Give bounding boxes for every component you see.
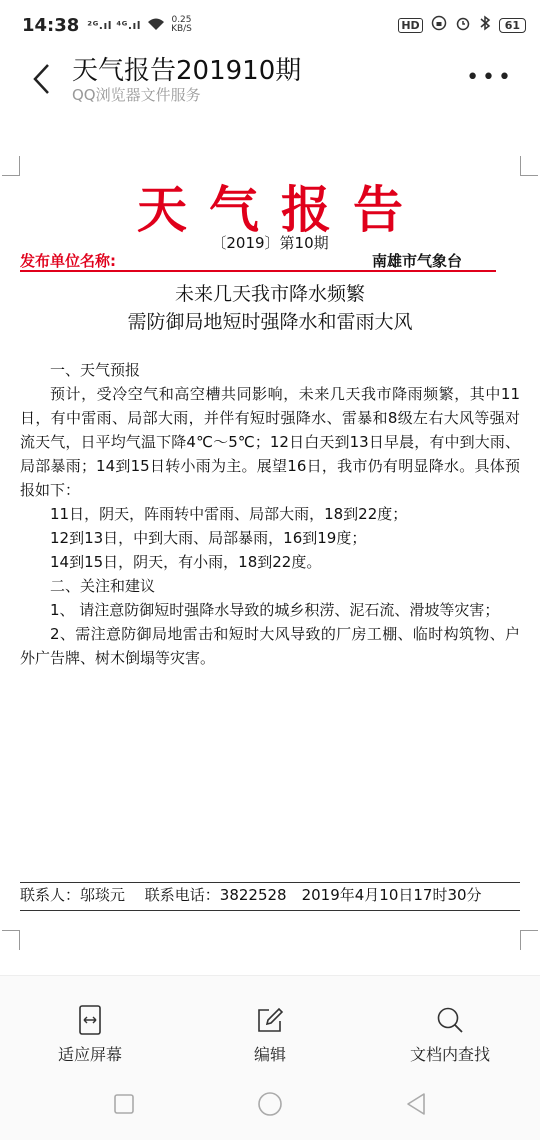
edit-button[interactable] — [210, 1004, 330, 1065]
recents-square-icon[interactable] — [110, 1090, 138, 1118]
publisher-label: 发布单位名称: — [20, 252, 116, 270]
paragraph: 14到15日，阴天，有小雨，18到22度。 — [50, 553, 322, 571]
fit-screen-icon — [30, 1004, 150, 1036]
document-viewer[interactable] — [0, 150, 540, 950]
bluetooth-icon — [479, 15, 491, 35]
search-icon — [390, 1004, 510, 1036]
footer-divider-bottom — [20, 910, 520, 911]
system-nav-bar — [0, 1070, 540, 1140]
paragraph: 12到13日，中到大雨、局部暴雨，16到19度； — [50, 529, 367, 547]
more-menu-icon[interactable]: ••• — [466, 65, 514, 90]
network-speed — [171, 16, 192, 34]
signal-icon: ²ᴳ.ıl ⁴ᴳ.ıl — [87, 18, 142, 32]
alarm-icon — [455, 15, 471, 35]
wifi-icon — [147, 17, 165, 34]
document-body — [20, 358, 520, 670]
status-bar — [0, 0, 540, 50]
app-bar — [0, 50, 540, 110]
home-circle-icon[interactable] — [256, 1090, 284, 1118]
status-time: 14:38 — [22, 14, 80, 36]
back-arrow-icon[interactable] — [30, 62, 54, 96]
publisher-value: 南雄市气象台 — [371, 252, 462, 270]
paragraph: 2、需注意防御局地雷击和短时大风导致的厂房工棚、临时构筑物、户外广告牌、树木倒塌等灾害。 — [20, 625, 520, 667]
page-title: 天气报告201910期 — [72, 56, 302, 86]
edit-label: 编辑 — [253, 1045, 286, 1064]
paragraph: 11日，阴天，阵雨转中雷雨、局部大雨，18到22度； — [50, 505, 408, 523]
paragraph: 预计，受冷空气和高空槽共同影响，未来几天我市降雨频繁，其中11日，有中雷雨、局部大雨，并伴有短时强降水、雷暴和8级左右大风等强对流天气，日平均气温下降4℃～5℃；12日白天到13日早晨，有中到大雨、局部暴雨；14到15日转小雨为主。展望16日，我市仍有明显降水。具体预报如下： — [20, 385, 520, 499]
document-headline — [0, 280, 540, 336]
section-heading: 一、天气预报 — [50, 361, 141, 379]
paragraph: 1、 请注意防御短时强降水导致的城乡积涝、泥石流、滑坡等灾害； — [50, 601, 500, 619]
network-speed-unit: KB/S — [171, 24, 192, 34]
battery-icon: 61 — [499, 18, 526, 33]
fit-screen-button[interactable] — [30, 1004, 150, 1065]
publisher-row — [20, 250, 496, 272]
edit-icon — [210, 1004, 330, 1036]
bottom-toolbar — [0, 975, 540, 1070]
document-issue: 〔2019〕第10期 — [211, 234, 329, 252]
back-triangle-icon[interactable] — [402, 1090, 430, 1118]
fit-screen-label: 适应屏幕 — [57, 1045, 122, 1064]
section-heading: 二、关注和建议 — [50, 577, 156, 595]
page-subtitle: QQ浏览器文件服务 — [72, 86, 201, 104]
lock-rotation-icon — [431, 15, 447, 35]
network-speed-value: 0.25 — [171, 15, 192, 25]
find-in-document-button[interactable] — [390, 1004, 510, 1065]
find-in-document-label: 文档内查找 — [409, 1045, 490, 1064]
headline-line-1: 未来几天我市降水频繁 — [174, 283, 365, 305]
contact-info: 联系人：邬琰元 联系电话：3822528 2019年4月10日17时30分 — [20, 886, 482, 904]
document-heading: 天气报告 — [137, 180, 425, 239]
footer-divider-top — [20, 882, 520, 883]
crop-mark-bottom-right — [520, 930, 538, 950]
headline-line-2: 需防御局地短时强降水和雷雨大风 — [127, 311, 413, 333]
crop-mark-bottom-left — [2, 930, 20, 950]
hd-icon: HD — [398, 18, 422, 33]
